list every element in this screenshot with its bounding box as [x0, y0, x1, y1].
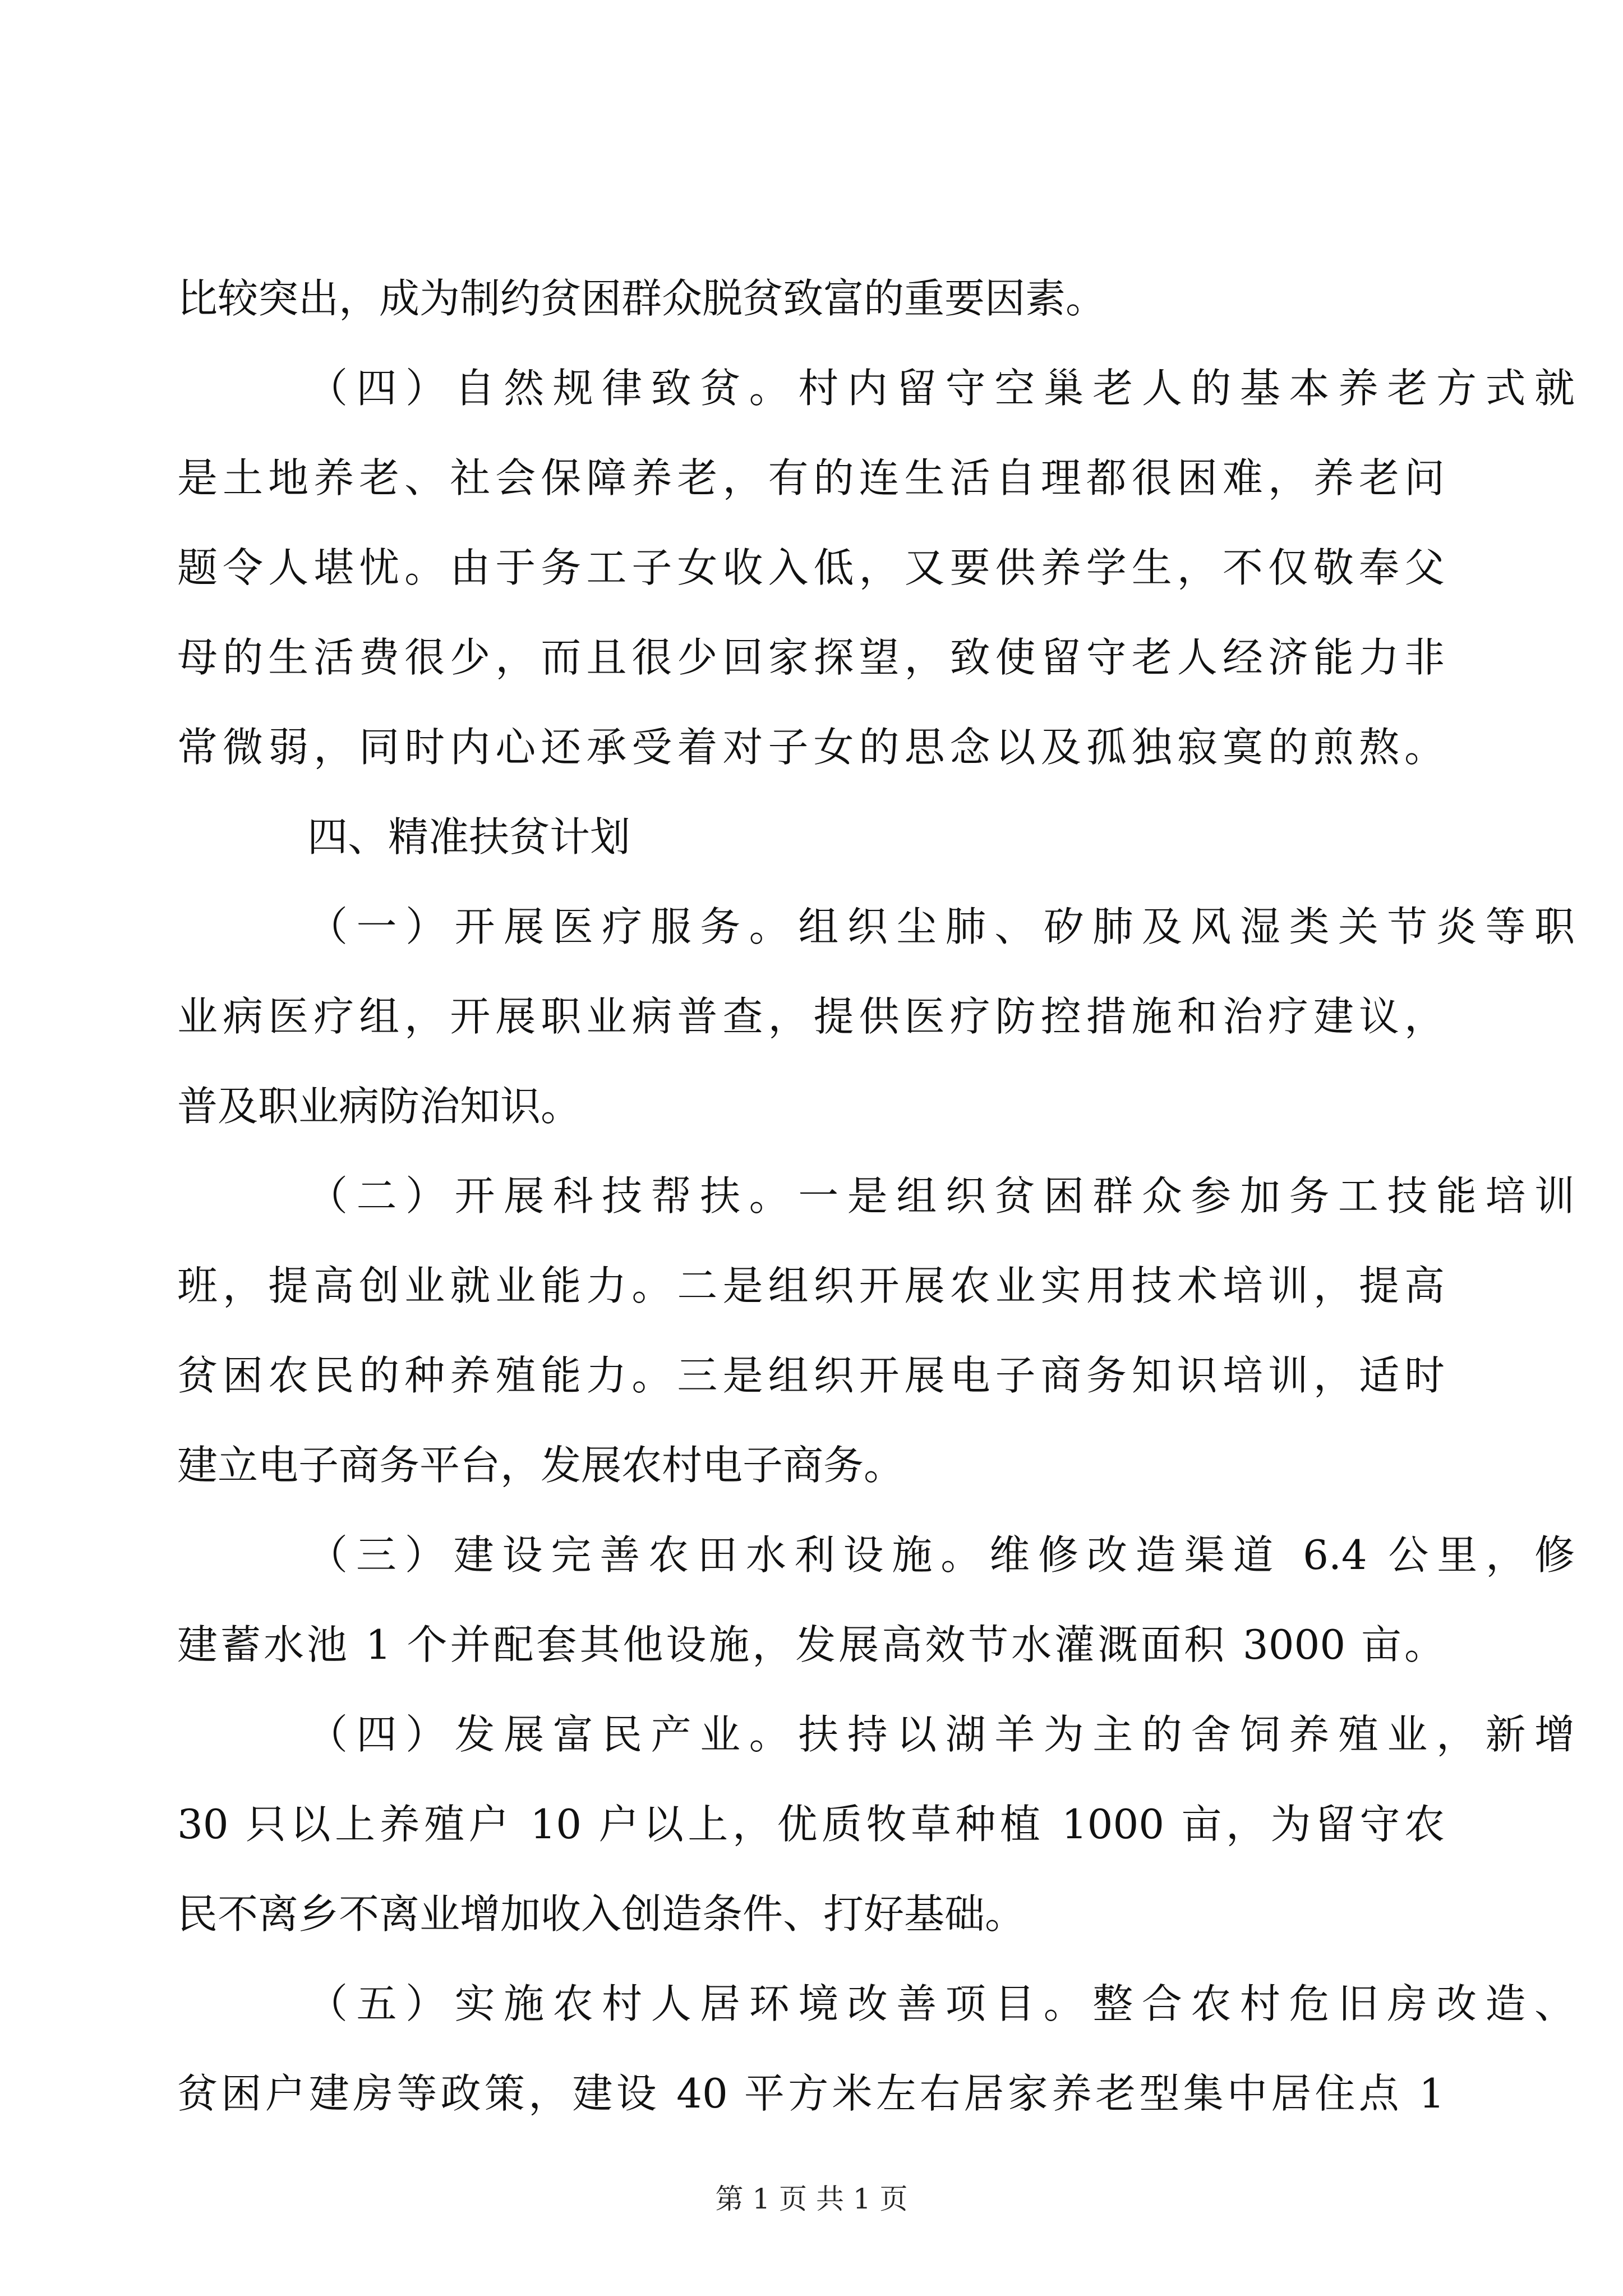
text-line: 业病医疗组，开展职业病普查，提供医疗防控措施和治疗建议，: [177, 993, 1445, 1040]
text-line: 班，提高创业就业能力。二是组织开展农业实用技术培训，提高: [177, 1262, 1445, 1309]
text-line: （三）建设完善农田水利设施。维修改造渠道 6.4 公里，修: [307, 1531, 1575, 1579]
text-line: 建立电子商务平台，发展农村电子商务。: [177, 1442, 905, 1489]
text-line: （五）实施农村人居环境改善项目。整合农村危旧房改造、: [307, 1980, 1575, 2027]
text-line: （四）自然规律致贫。村内留守空巢老人的基本养老方式就: [307, 365, 1575, 412]
text-line: （一）开展医疗服务。组织尘肺、矽肺及风湿类关节炎等职: [307, 903, 1575, 950]
text-line: 贫困农民的种养殖能力。三是组织开展电子商务知识培训，适时: [177, 1352, 1445, 1399]
text-line: 贫困户建房等政策，建设 40 平方米左右居家养老型集中居住点 1: [177, 2070, 1445, 2117]
text-line: 普及职业病防治知识。: [177, 1083, 582, 1130]
text-line: 母的生活费很少，而且很少回家探望，致使留守老人经济能力非: [177, 634, 1445, 681]
text-line: 民不离乡不离业增加收入创造条件、打好基础。: [177, 1890, 1026, 1938]
text-line: 比较突出，成为制约贫困群众脱贫致富的重要因素。: [177, 275, 1106, 322]
text-line: （四）发展富民产业。扶持以湖羊为主的舍饲养殖业，新增: [307, 1711, 1575, 1758]
text-line: 30 只以上养殖户 10 户以上，优质牧草种植 1000 亩，为留守农: [177, 1801, 1445, 1848]
text-line: 题令人堪忧。由于务工子女收入低，又要供养学生，不仅敬奉父: [177, 544, 1445, 591]
page-footer: 第 1 页 共 1 页: [715, 2183, 908, 2215]
section-heading: 四、精准扶贫计划: [307, 813, 631, 861]
text-line: 常微弱，同时内心还承受着对子女的思念以及孤独寂寞的煎熬。: [177, 724, 1445, 771]
text-line: 是土地养老、社会保障养老，有的连生活自理都很困难，养老问: [177, 454, 1445, 501]
text-line: 建蓄水池 1 个并配套其他设施，发展高效节水灌溉面积 3000 亩。: [177, 1621, 1445, 1668]
text-line: （二）开展科技帮扶。一是组织贫困群众参加务工技能培训: [307, 1172, 1575, 1220]
